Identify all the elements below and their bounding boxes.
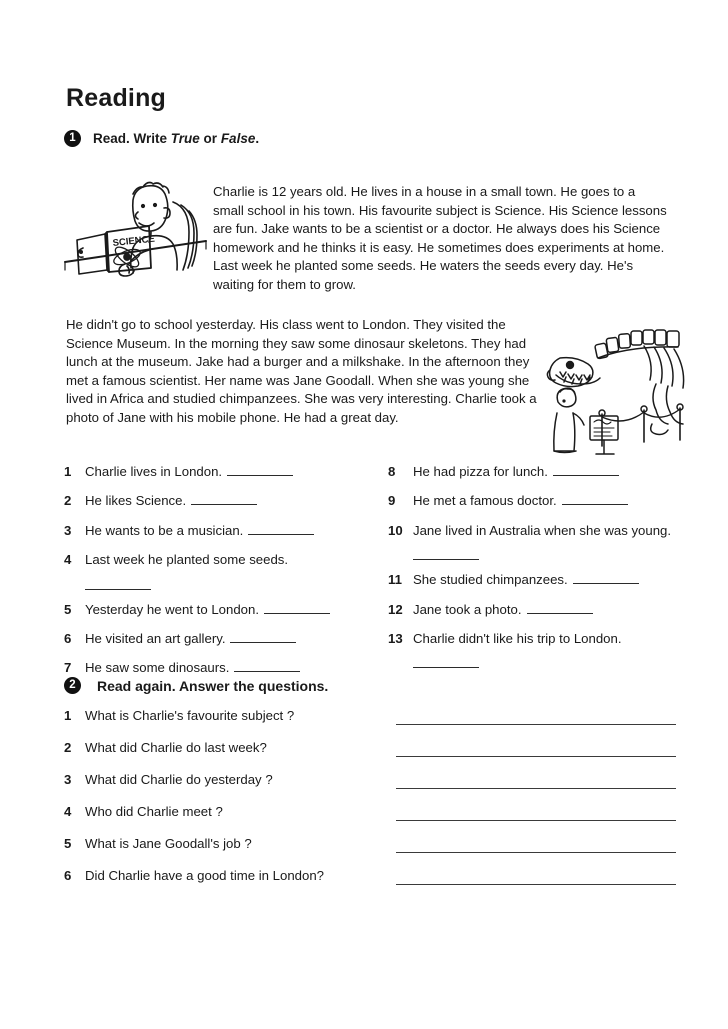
statement-text bbox=[85, 551, 384, 589]
statement-number: 4 bbox=[64, 552, 72, 568]
question-row bbox=[64, 868, 394, 900]
answer-write-line[interactable] bbox=[396, 836, 676, 868]
answer-blank[interactable] bbox=[230, 630, 296, 643]
question-number: 2 bbox=[64, 740, 72, 755]
statement-text bbox=[85, 492, 384, 510]
question-row bbox=[64, 708, 394, 740]
statement-text bbox=[413, 571, 688, 589]
true-false-statement bbox=[64, 659, 384, 677]
instruction-word-true: True bbox=[170, 131, 200, 146]
question-text: What did Charlie do last week? bbox=[85, 740, 267, 755]
true-false-statement bbox=[64, 522, 384, 540]
instruction-word-false: False bbox=[220, 131, 256, 146]
statement-label: He likes Science. bbox=[85, 493, 187, 509]
instruction-mid: or bbox=[199, 131, 221, 146]
statement-number: 11 bbox=[388, 572, 402, 588]
true-false-statements-right-column bbox=[388, 463, 688, 679]
answer-blank[interactable] bbox=[562, 492, 628, 505]
exercise-number-badge: 2 bbox=[64, 677, 81, 694]
statement-label: He saw some dinosaurs. bbox=[85, 660, 230, 676]
statement-label: Jane took a photo. bbox=[413, 601, 522, 617]
statement-text bbox=[85, 630, 384, 648]
statement-text bbox=[413, 522, 688, 560]
dinosaur-skeleton-museum-illustration bbox=[540, 318, 690, 458]
question-text: Did Charlie have a good time in London? bbox=[85, 868, 324, 883]
statement-text bbox=[85, 463, 384, 481]
true-false-statements-left-column bbox=[64, 463, 384, 689]
statement-label: Yesterday he went to London. bbox=[85, 601, 260, 617]
statement-number: 10 bbox=[388, 522, 403, 538]
exercise-2-heading bbox=[64, 677, 328, 694]
true-false-statement bbox=[388, 492, 688, 510]
statement-text bbox=[413, 463, 688, 481]
statement-number: 6 bbox=[64, 631, 72, 647]
answer-blank[interactable] bbox=[573, 571, 639, 584]
statement-number: 9 bbox=[388, 493, 396, 509]
exercise-1-heading bbox=[64, 130, 259, 147]
answer-write-line[interactable] bbox=[396, 804, 676, 836]
statement-label: He met a famous doctor. bbox=[413, 493, 557, 509]
true-false-statement bbox=[64, 551, 384, 589]
answer-blank[interactable] bbox=[191, 492, 257, 505]
question-text: What did Charlie do yesterday ? bbox=[85, 772, 273, 787]
statement-number: 1 bbox=[64, 464, 72, 479]
true-false-statement bbox=[64, 630, 384, 648]
answer-write-line[interactable] bbox=[396, 772, 676, 804]
statement-text bbox=[85, 659, 384, 677]
answer-lines-group bbox=[396, 708, 676, 900]
question-row bbox=[64, 804, 394, 836]
answer-write-line[interactable] bbox=[396, 868, 676, 900]
answer-blank[interactable] bbox=[527, 601, 593, 614]
statement-text bbox=[413, 630, 688, 668]
statement-label: He wants to be a musician. bbox=[85, 522, 244, 538]
statement-label: He visited an art gallery. bbox=[85, 631, 226, 647]
exercise-1-instruction bbox=[93, 131, 259, 146]
statement-label: Charlie didn't like his trip to London. bbox=[413, 631, 622, 647]
question-row bbox=[64, 740, 394, 772]
statement-text bbox=[85, 522, 384, 540]
statement-number: 5 bbox=[64, 601, 72, 617]
statement-number: 8 bbox=[388, 464, 396, 479]
page-title: Reading bbox=[66, 84, 167, 112]
statement-label: Last week he planted some seeds. bbox=[85, 552, 289, 568]
boy-reading-science-book-illustration bbox=[63, 178, 208, 298]
true-false-statement bbox=[388, 463, 688, 481]
statement-text bbox=[413, 601, 688, 619]
statement-label: She studied chimpanzees. bbox=[413, 572, 568, 588]
exercise-2-instruction: Read again. Answer the questions. bbox=[97, 677, 329, 694]
question-number: 3 bbox=[64, 772, 72, 787]
question-number: 5 bbox=[64, 836, 72, 851]
true-false-statement bbox=[388, 522, 688, 560]
statement-text bbox=[85, 601, 384, 619]
statement-number: 3 bbox=[64, 522, 72, 538]
answer-blank[interactable] bbox=[85, 575, 151, 590]
question-number: 6 bbox=[64, 868, 72, 883]
true-false-statement bbox=[388, 630, 688, 668]
question-text: What is Jane Goodall's job ? bbox=[85, 836, 252, 851]
book-title-text: SCIENCE bbox=[112, 233, 156, 249]
true-false-statement bbox=[64, 463, 384, 481]
answer-blank[interactable] bbox=[413, 545, 479, 560]
question-text: What is Charlie's favourite subject ? bbox=[85, 708, 295, 723]
true-false-statement bbox=[388, 601, 688, 619]
statement-label: Charlie lives in London. bbox=[85, 464, 223, 479]
true-false-statement bbox=[388, 571, 688, 589]
exercise-number-badge: 1 bbox=[64, 130, 81, 147]
answer-blank[interactable] bbox=[234, 659, 300, 672]
answer-write-line[interactable] bbox=[396, 740, 676, 772]
question-text: Who did Charlie meet ? bbox=[85, 804, 223, 819]
answer-blank[interactable] bbox=[413, 653, 479, 668]
answer-write-line[interactable] bbox=[396, 708, 676, 740]
statement-number: 13 bbox=[388, 631, 403, 647]
instruction-prefix: Read. Write bbox=[93, 131, 171, 146]
true-false-statement bbox=[64, 601, 384, 619]
question-list bbox=[64, 708, 394, 900]
instruction-suffix: . bbox=[255, 131, 260, 146]
question-row bbox=[64, 836, 394, 868]
statement-number: 2 bbox=[64, 493, 72, 509]
statement-text bbox=[413, 492, 688, 510]
statement-label: Jane lived in Australia when she was young. bbox=[413, 522, 672, 538]
statement-number: 12 bbox=[388, 601, 403, 617]
statement-number: 7 bbox=[64, 660, 72, 676]
reading-passage-1: Charlie is 12 years old. He lives in a house in a small town. He goes to a small school in his town. His favourite subject is Science. His Science lessons are fun. Jake wants to be a scientist or a doctor. He always does his Science homework and he thinks it is easy. He sometimes does experiments at home. Last week he planted some seeds. He waters the seeds every day. He's waiting for them to grow. bbox=[213, 184, 667, 292]
answer-blank[interactable] bbox=[264, 601, 330, 614]
question-number: 1 bbox=[64, 708, 72, 723]
reading-passage-2: He didn't go to school yesterday. His class went to London. They visited the Science Museum. In the morning they saw some dinosaur skeletons. They had lunch at the museum. Jake had a burger and a milkshake. In the afternoon they met a famous scientist. Her name was Jane Goodall. When she was young she lived in Africa and studied chimpanzees. She was very interesting. Charlie took a photo of Jane with his mobile phone. He had a great day. bbox=[66, 317, 537, 425]
true-false-statement bbox=[64, 492, 384, 510]
question-number: 4 bbox=[64, 804, 72, 819]
question-row bbox=[64, 772, 394, 804]
answer-blank[interactable] bbox=[227, 463, 293, 476]
statement-label: He had pizza for lunch. bbox=[413, 464, 548, 479]
answer-blank[interactable] bbox=[248, 522, 314, 535]
answer-blank[interactable] bbox=[553, 463, 619, 476]
